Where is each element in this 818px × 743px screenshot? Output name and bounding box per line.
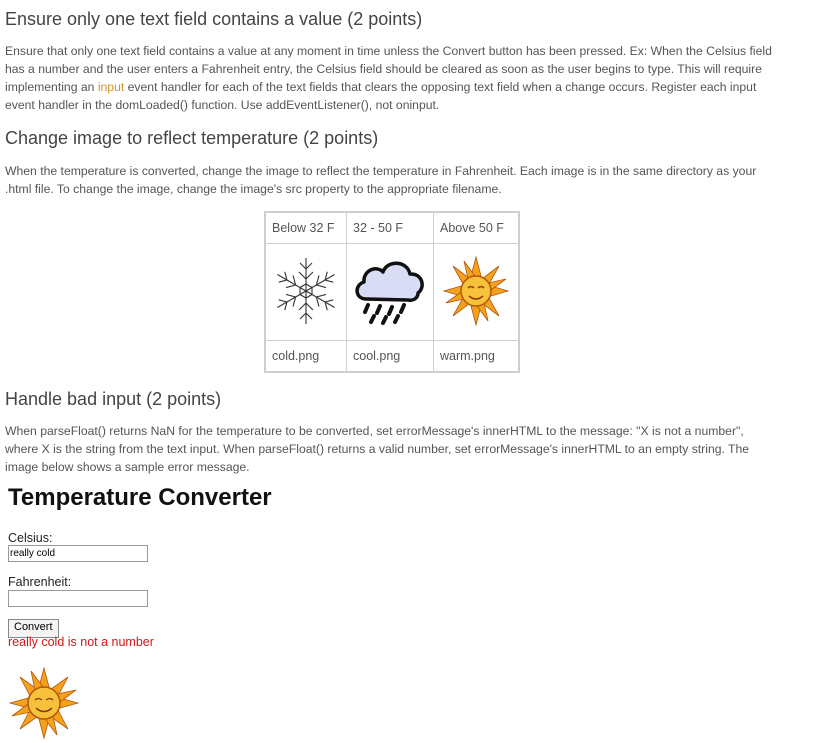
- error-message: really cold is not a number: [8, 635, 154, 649]
- sun-icon: [443, 255, 509, 327]
- section-body-one-field: [5, 42, 780, 114]
- table-filename-cell: warm.png: [434, 341, 520, 373]
- section-title-change-image: Change image to reflect temperature (2 points): [5, 128, 379, 148]
- table-filename-row: [265, 341, 519, 373]
- snowflake-icon: [271, 253, 341, 329]
- sample-error-screenshot: [8, 484, 328, 743]
- temperature-image-table: [264, 211, 520, 373]
- sun-icon: [8, 666, 80, 740]
- fahrenheit-label: Fahrenheit:: [8, 575, 72, 589]
- body-text: event handler for each of the text fields that clears the opposing text field when a change occurs. Register each input event handler in the domLoaded() function. Use addEventListener(), not oninput.: [5, 80, 757, 112]
- section-title-bad-input: Handle bad input (2 points): [5, 389, 222, 409]
- body-text: Ensure that only one text field contains a value at any moment in time unless the Convert button has been pressed. Ex: When the Celsius field has a number and the user enters a Fahrenheit entry, the Celsius field should be cleared as soon as the user begins to type. This will require implementing an: [5, 44, 772, 94]
- table-header-cell: Above 50 F: [434, 212, 520, 244]
- table-filename-cell: cool.png: [347, 341, 434, 373]
- table-header-row: [265, 212, 519, 244]
- table-image-cell: [347, 244, 434, 341]
- demo-heading: Temperature Converter: [8, 484, 272, 511]
- section-body-change-image: When the temperature is converted, change the image to reflect the temperature in Fahrenheit. Each image is in the same directory as your .html file. To change the image, change the image's src property to the appropriate filename.: [5, 164, 757, 196]
- fahrenheit-input: [8, 590, 148, 607]
- section-body-bad-input: When parseFloat() returns NaN for the temperature to be converted, set errorMessage's innerHTML to the message: "X is not a number", where X is the string from the text input. When parseFloat() returns a valid number, set errorMessage's innerHTML to an empty string. The image below shows a sample error message.: [5, 424, 750, 474]
- input-keyword: input: [97, 80, 125, 94]
- section-title-one-field: Ensure only one text field contains a value (2 points): [5, 9, 423, 29]
- table-image-cell: [265, 244, 347, 341]
- table-header-cell: Below 32 F: [265, 212, 347, 244]
- rain-cloud-icon: [352, 255, 428, 327]
- celsius-input: really cold: [8, 545, 148, 562]
- table-image-row: [265, 244, 519, 341]
- table-header-cell: 32 - 50 F: [347, 212, 434, 244]
- table-filename-cell: cold.png: [265, 341, 347, 373]
- table-image-cell: [434, 244, 520, 341]
- convert-button: Convert: [8, 619, 59, 638]
- celsius-label: Celsius:: [8, 531, 53, 545]
